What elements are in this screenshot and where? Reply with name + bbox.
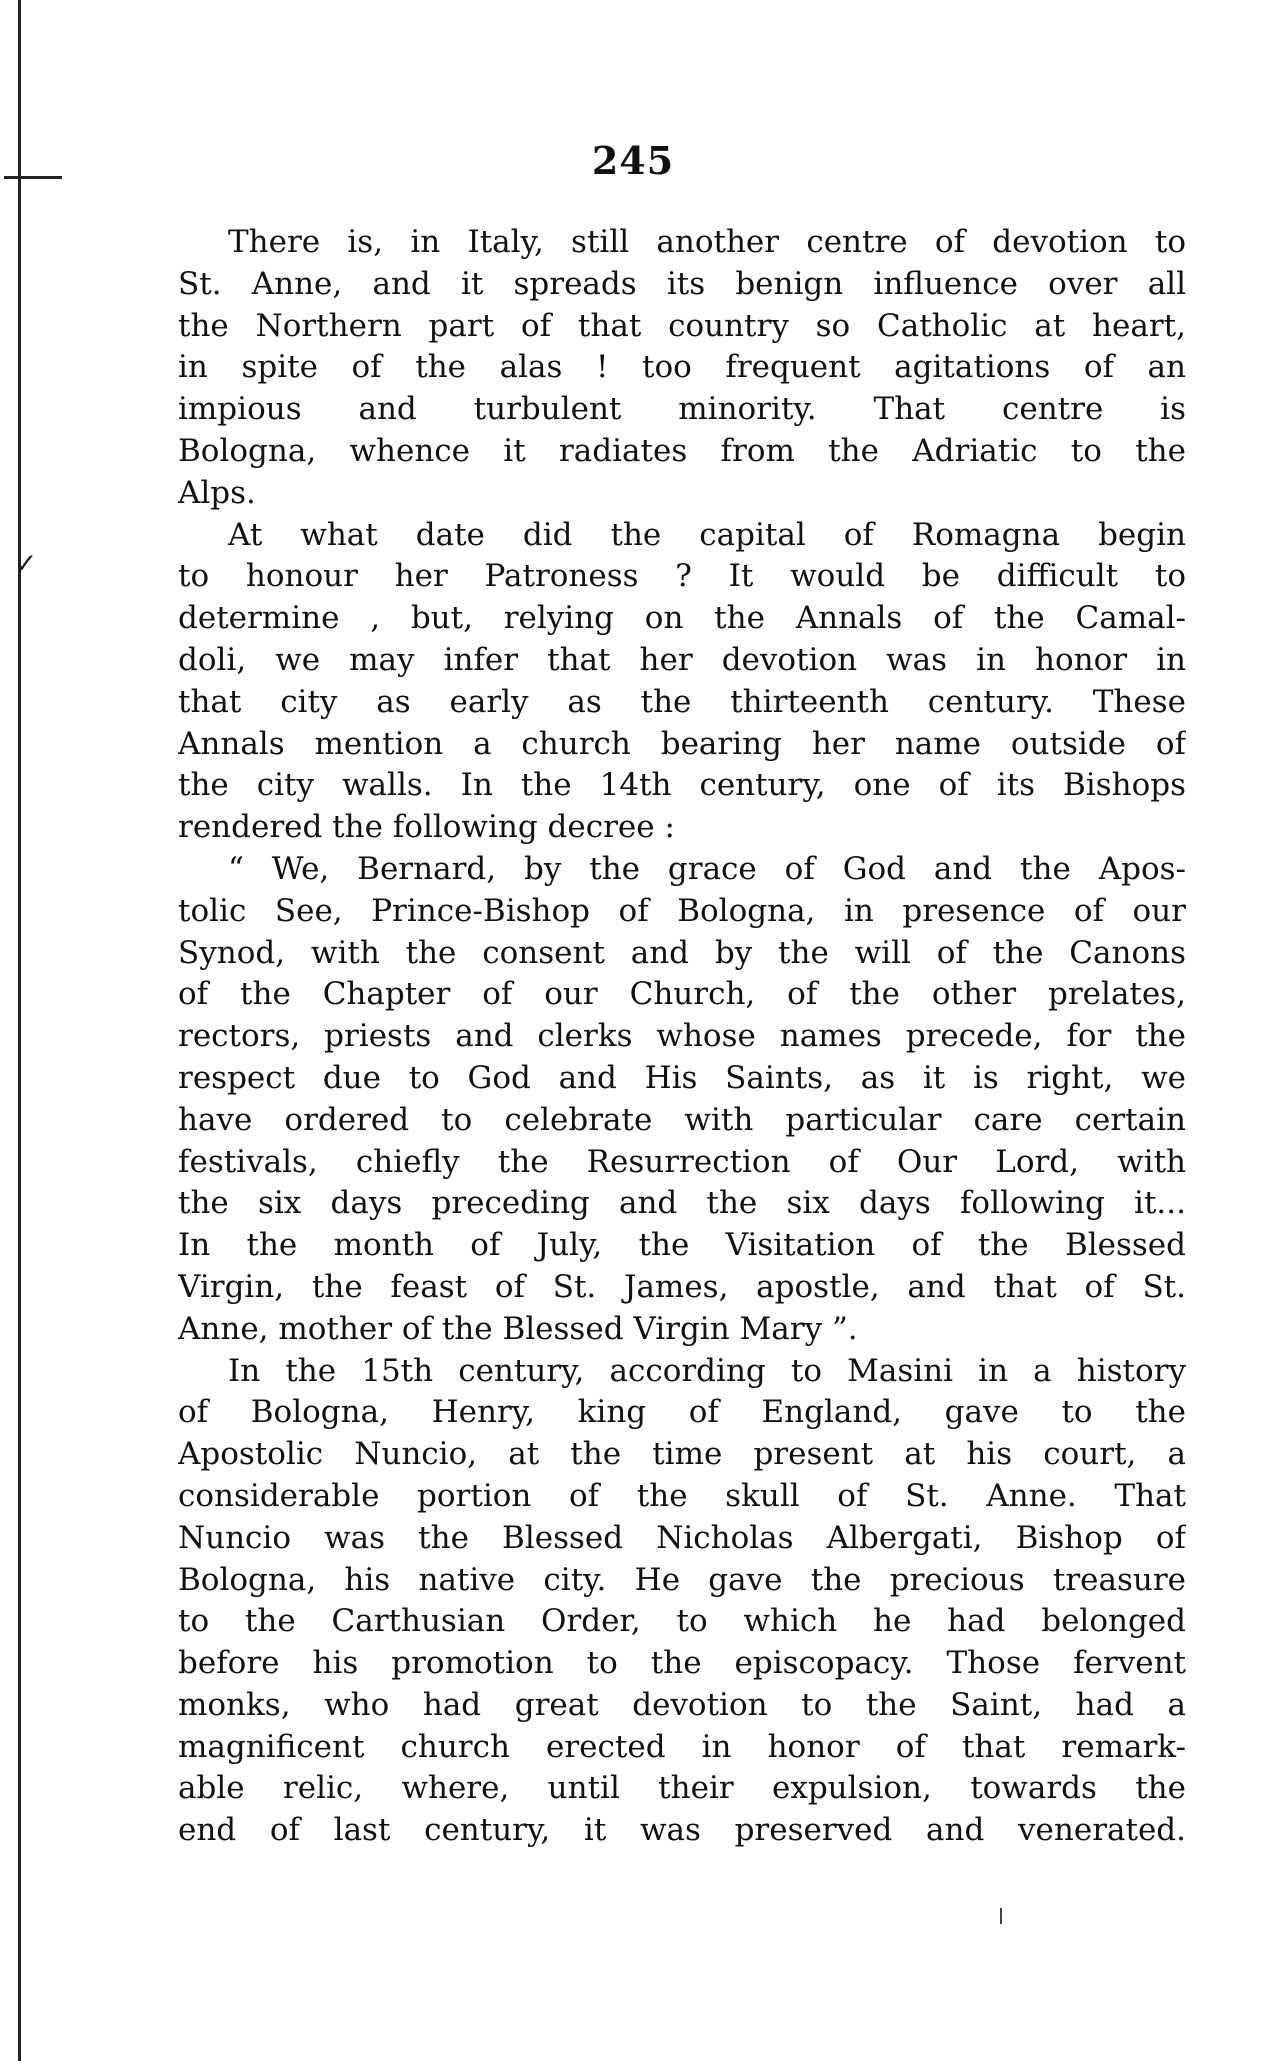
text-line: festivals, chiefly the Resurrection of Our Lord, with [178, 1143, 1186, 1180]
text-line: considerable portion of the skull of St. Anne. That [178, 1477, 1186, 1514]
text-line: Annals mention a church bearing her name outside of [178, 725, 1186, 762]
text-line: determine , but, relying on the Annals of the Camal- [178, 600, 1186, 637]
text-line: to honour her Patroness ? It would be difficult to [178, 558, 1186, 595]
margin-mark: ✓ [14, 547, 38, 580]
text-line: have ordered to celebrate with particular care certain [178, 1101, 1186, 1138]
text-line: doli, we may infer that her devotion was in honor in [178, 641, 1186, 678]
body-text [178, 222, 1186, 1852]
text-line: In the 15th century, according to Masini in a history [228, 1352, 1186, 1389]
text-line: before his promotion to the episcopacy. Those fervent [178, 1645, 1186, 1682]
text-line: rendered the following decree : [178, 809, 675, 846]
text-line: end of last century, it was preserved and venerated. [178, 1812, 1186, 1849]
text-line: magnificent church erected in honor of that remark- [178, 1728, 1186, 1765]
text-line: At what date did the capital of Romagna begin [228, 516, 1186, 553]
text-line: to the Carthusian Order, to which he had belonged [178, 1603, 1186, 1640]
text-line: monks, who had great devotion to the Saint, had a [178, 1686, 1186, 1723]
text-line: able relic, where, until their expulsion, towards the [178, 1770, 1186, 1807]
text-line: Nuncio was the Blessed Nicholas Albergati, Bishop of [178, 1519, 1186, 1556]
text-line: There is, in Italy, still another centre of devotion to [228, 224, 1186, 260]
text-line: the city walls. In the 14th century, one of its Bishops [178, 767, 1186, 804]
text-line: Synod, with the consent and by the will of the Canons [178, 934, 1186, 971]
stray-ink-mark [1000, 1908, 1002, 1924]
text-line: St. Anne, and it spreads its benign influence over all [178, 265, 1186, 302]
text-line: that city as early as the thirteenth century. These [178, 683, 1186, 720]
text-line: of Bologna, Henry, king of England, gave to the [178, 1394, 1186, 1431]
text-line: Alps. [178, 474, 256, 511]
text-line: “ We, Bernard, by the grace of God and the Apos- [228, 850, 1186, 887]
text-line: Anne, mother of the Blessed Virgin Mary ”. [178, 1310, 858, 1347]
text-line: respect due to God and His Saints, as it is right, we [178, 1059, 1186, 1096]
text-line: the Northern part of that country so Catholic at heart, [178, 307, 1186, 344]
text-line: tolic See, Prince-Bishop of Bologna, in presence of our [178, 892, 1186, 929]
text-line: the six days preceding and the six days following it... [178, 1185, 1186, 1222]
page-number: 245 [591, 138, 675, 183]
text-line: of the Chapter of our Church, of the other prelates, [178, 976, 1186, 1013]
text-line: rectors, priests and clerks whose names precede, for the [178, 1018, 1186, 1055]
binding-edge-line [18, 0, 21, 2061]
text-line: Virgin, the feast of St. James, apostle, and that of St. [178, 1268, 1186, 1305]
text-line: Apostolic Nuncio, at the time present at his court, a [178, 1436, 1186, 1473]
text-line: Bologna, his native city. He gave the precious treasure [178, 1561, 1186, 1598]
text-line: Bologna, whence it radiates from the Adriatic to the [178, 432, 1186, 469]
text-line: impious and turbulent minority. That centre is [178, 391, 1186, 428]
text-line: in spite of the alas ! too frequent agitations of an [178, 349, 1186, 386]
text-line: In the month of July, the Visitation of the Blessed [178, 1227, 1186, 1264]
